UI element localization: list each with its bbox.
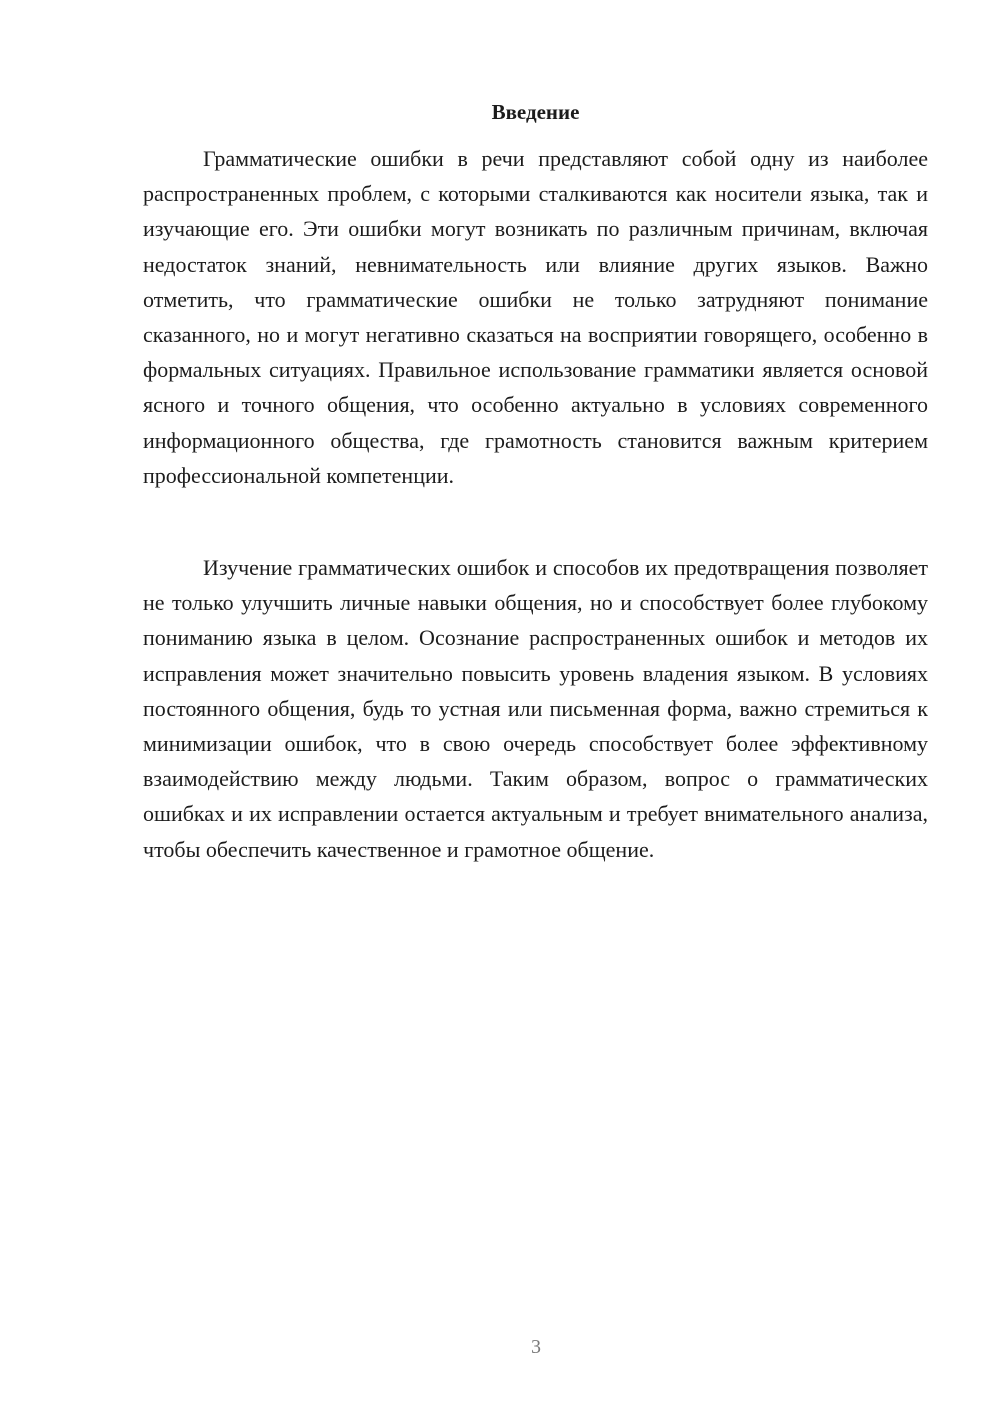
paragraph-1: Грамматические ошибки в речи представляют собой одну из наиболее распространенных проблем, с которыми сталкиваются как носители языка, так и изучающие его. Эти ошибки могут возникать по различным причинам, включая недостаток знаний, невнимательность или влияние других языков. Важно отметить, что грамматические ошибки не только затрудняют понимание сказанного, но и могут негативно сказаться на восприятии говорящего, особенно в формальных ситуациях. Правильное использование грамматики является основой ясного и точного общения, что особенно актуально в условиях современного информационного общества, где грамотность становится важным критерием профессиональной компетенции. (143, 146, 928, 488)
section-title: Введение (491, 100, 580, 124)
paragraph-2: Изучение грамматических ошибок и способов их предотвращения позволяет не только улучшить личные навыки общения, но и способствует более глубокому пониманию языка в целом. Осознание распространенных ошибок и методов их исправления может значительно повысить уровень владения языком. В условиях постоянного общения, будь то устная или письменная форма, важно стремиться к минимизации ошибок, что в свою очередь способствует более эффективному взаимодействию между людьми. Таким образом, вопрос о грамматических ошибках и их исправлении остается актуальным и требует внимательного анализа, чтобы обеспечить качественное и грамотное общение. (143, 555, 928, 862)
page-number: 3 (531, 1336, 541, 1358)
